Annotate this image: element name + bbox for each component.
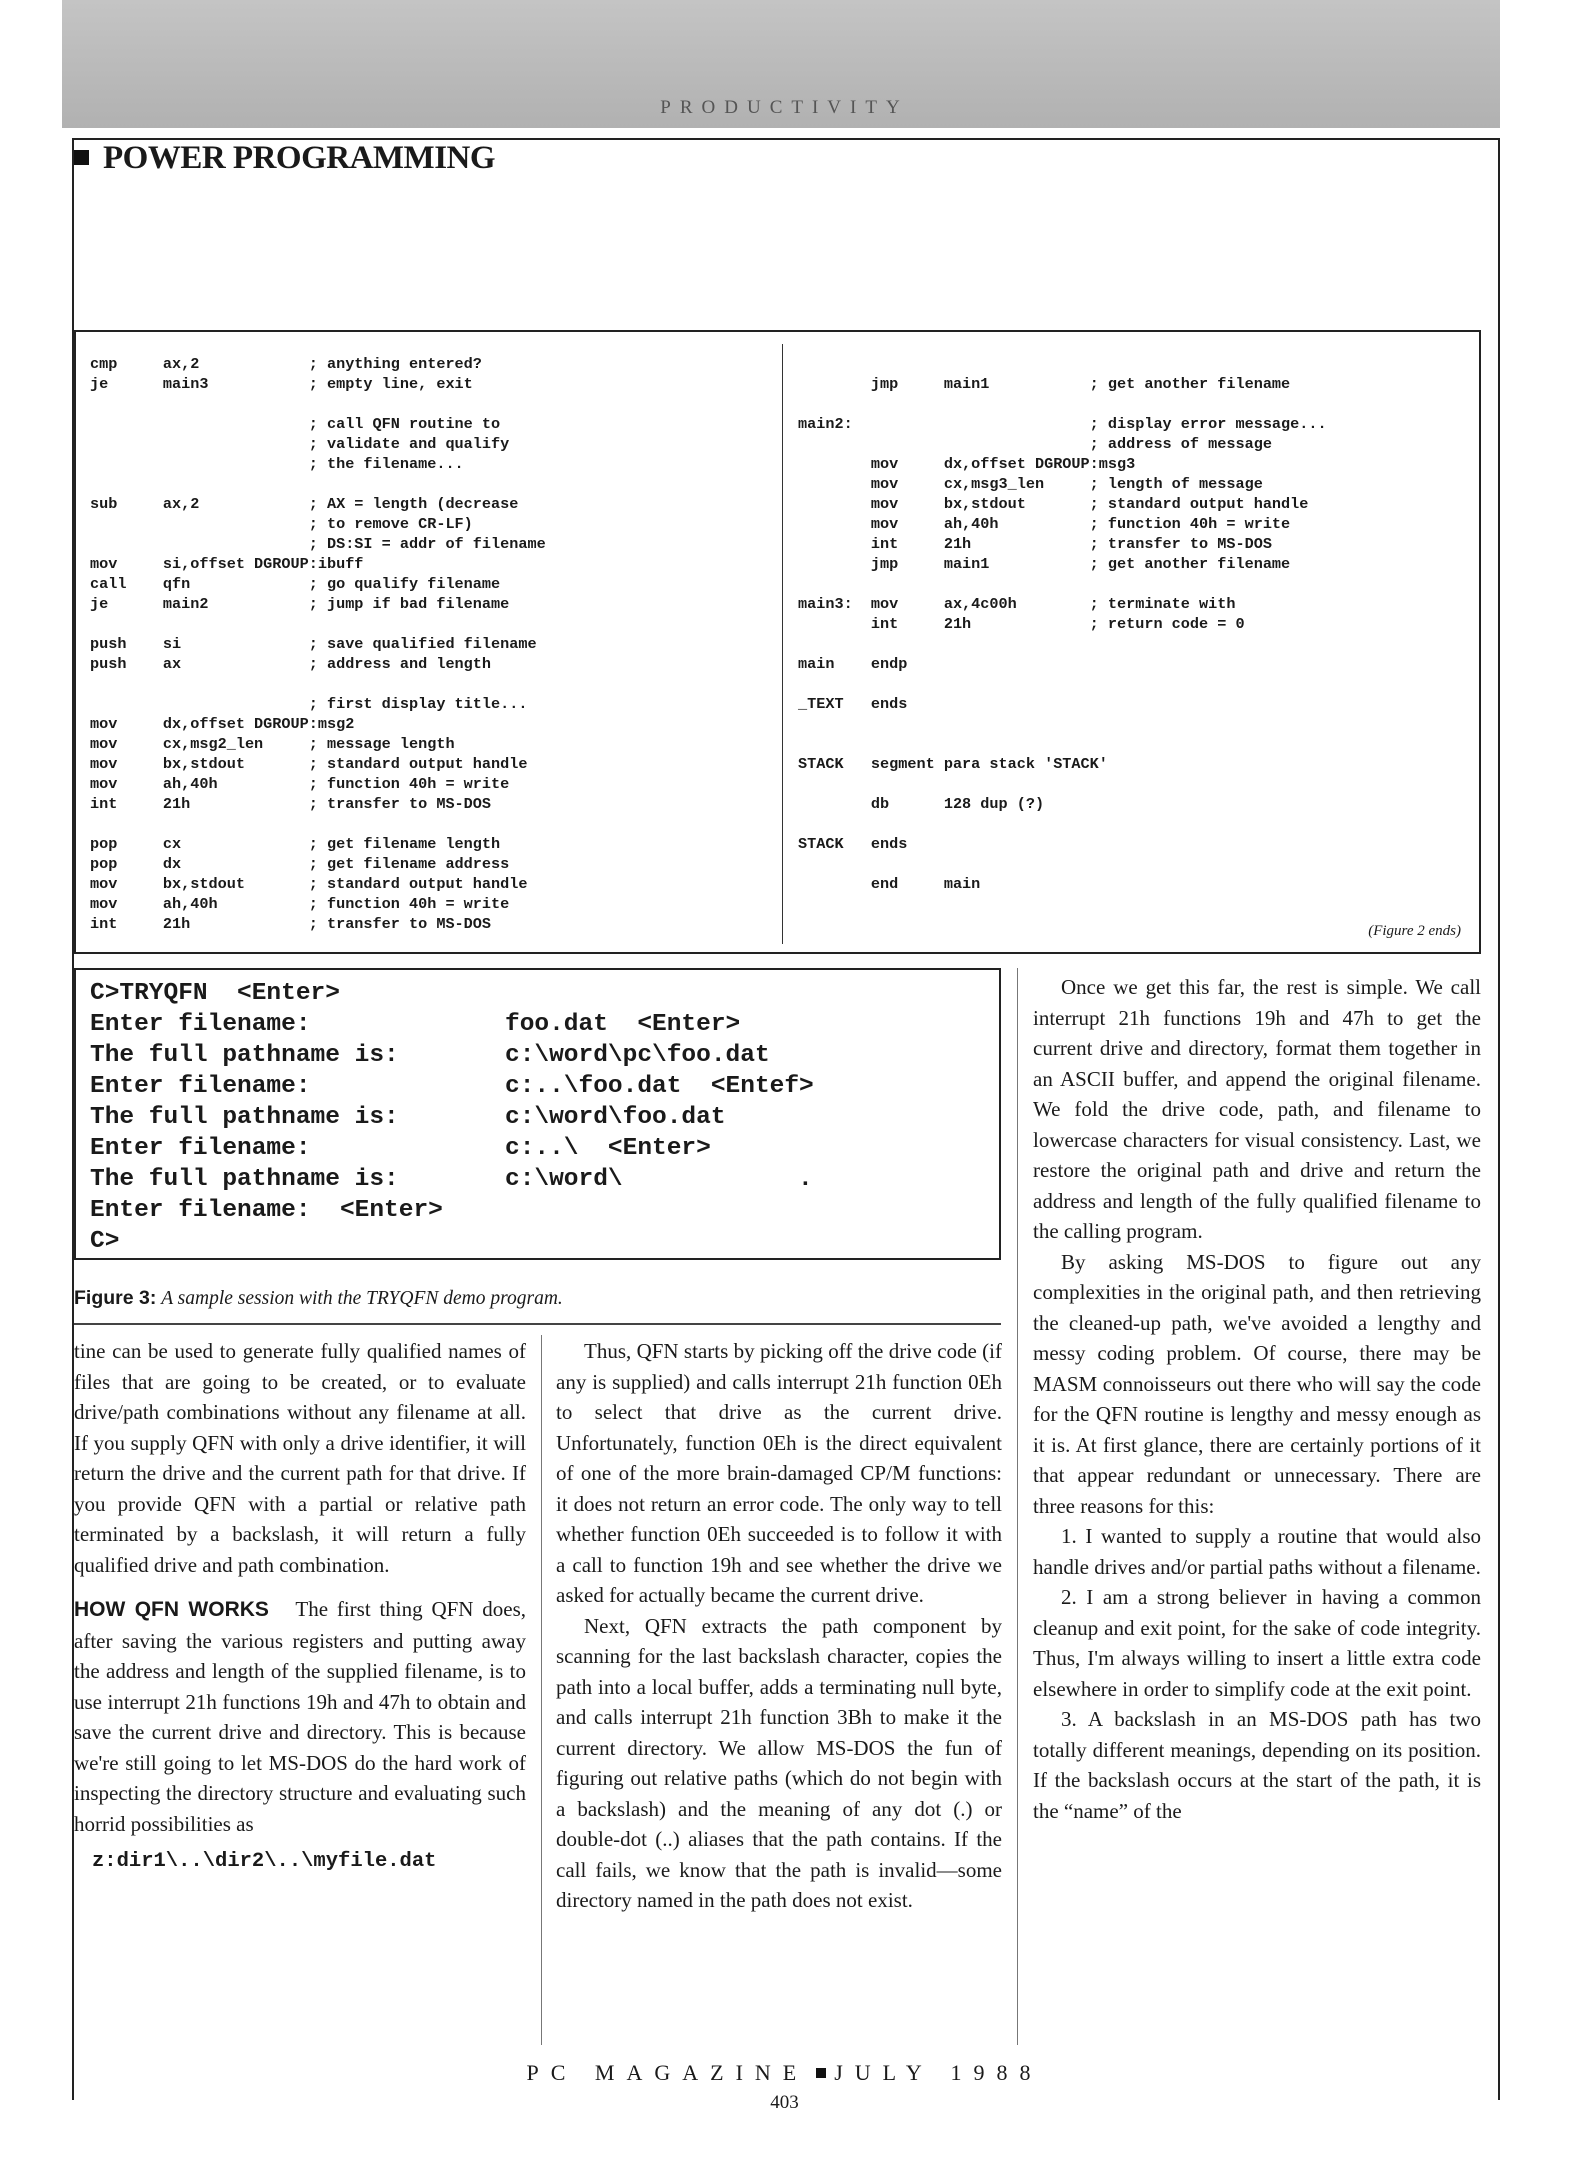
code-line [798, 774, 1327, 794]
list-item: 3. A backslash in an MS-DOS path has two totally different meanings, depending on its position. If the backslash occurs at the start of the path, it is the “name” of the [1033, 1707, 1481, 1823]
session-response: c:..\foo.dat <Entef> [505, 1073, 814, 1100]
code-line: jmp main1 ; get another filename [798, 555, 1291, 573]
code-line: cmp ax,2 ; anything entered? [90, 355, 482, 373]
code-line: mov bx,stdout ; standard output handle [798, 495, 1309, 513]
section-title-text: POWER PROGRAMMING [103, 140, 496, 176]
text-column-2 [556, 1336, 1002, 1916]
caption-label: Figure 3: [74, 1287, 157, 1309]
code-line: mov bx,stdout ; standard output handle [90, 755, 528, 773]
paragraph: Once we get this far, the rest is simple. We call interrupt 21h functions 19h and 47h to get the current drive and directory, format them together in an ASCII buffer, and append the original filename. We fold the drive code, path, and filename to lowercase characters for visual consistency. Last, we restore the original path and drive and return the address and length of the fully qualified filename to the calling program. [1033, 975, 1481, 1243]
caption-rule [74, 1323, 1001, 1325]
session-prompt: Enter filename: [90, 1011, 311, 1038]
code-line: mov ah,40h ; function 40h = write [798, 515, 1291, 533]
code-line: mov dx,offset DGROUP:msg2 [90, 715, 355, 733]
code-line [798, 634, 1327, 654]
session-prompt: The full pathname is: [90, 1042, 399, 1069]
code-line: mov cx,msg2_len ; message length [90, 735, 455, 753]
code-line: mov bx,stdout ; standard output handle [90, 875, 528, 893]
code-line: mov si,offset DGROUP:ibuff [90, 555, 364, 573]
session-prompt: Enter filename: [90, 1073, 311, 1100]
code-line [798, 354, 1327, 374]
paragraph: Thus, QFN starts by picking off the drive code (if any is supplied) and calls interrupt 21h function 0Eh to select that drive as the current drive. Unfortunately, function 0Eh is the direct equivalent of one of the more brain-damaged CP/M functions: it does not return an error code. The only way to tell whether function 0Eh succeeded is to follow it with a call to function 19h and see whether the drive we asked for actually became the current drive. [556, 1339, 1002, 1607]
code-line: ; address of message [798, 435, 1272, 453]
code-line: int 21h ; transfer to MS-DOS [90, 795, 492, 813]
inline-code-example: z:dir1\..\dir2\..\myfile.dat [92, 1850, 437, 1873]
text-column-1 [74, 1336, 526, 1878]
code-line [798, 394, 1327, 414]
figure-2-listing [74, 330, 1481, 954]
page-number: 403 [770, 2092, 799, 2113]
code-line: ; call QFN routine to [90, 415, 501, 433]
paragraph: By asking MS-DOS to figure out any complexities in the original path, and then retrieving the cleaned-up path, we've avoided a lengthy and messy coding problem. Of course, there may be MASM connoisseurs out there who will say the code for the QFN routine is lengthy and messy enough as it is. At first glance, there are certainly portions of it that appear redundant or unnecessary. There are three reasons for this: [1033, 1249, 1481, 1518]
code-listing-left [90, 354, 546, 934]
list-item: 2. I am a strong believer in having a common cleanup and exit point, for the sake of code integrity. Thus, I'm always willing to insert a little extra code elsewhere in order to simplify code at the exit point. [1033, 1585, 1481, 1701]
code-line [798, 734, 1327, 754]
listing-divider [782, 344, 783, 944]
code-line: ; first display title... [90, 695, 528, 713]
session-response: c:\word\foo.dat [505, 1104, 726, 1131]
code-line [798, 714, 1327, 734]
code-line [90, 814, 546, 834]
code-line: end main [798, 875, 981, 893]
code-line: mov cx,msg3_len ; length of message [798, 475, 1263, 493]
caption-text: A sample session with the TRYQFN demo program. [161, 1288, 563, 1309]
code-line: _TEXT ends [798, 695, 908, 713]
code-line: int 21h ; return code = 0 [798, 615, 1245, 633]
code-line: main2: ; display error message... [798, 415, 1327, 433]
code-line: pop cx ; get filename length [90, 835, 501, 853]
code-line: push ax ; address and length [90, 655, 492, 673]
code-line: call qfn ; go qualify filename [90, 575, 501, 593]
code-line: ; validate and qualify [90, 435, 510, 453]
code-line: sub ax,2 ; AX = length (decrease [90, 495, 519, 513]
column-rule-1 [541, 1335, 542, 2045]
session-response: c:..\ <Enter> [505, 1135, 711, 1162]
code-line: mov ah,40h ; function 40h = write [90, 895, 510, 913]
session-prompt: The full pathname is: [90, 1104, 399, 1131]
session-response: c:\word\pc\foo.dat [505, 1042, 770, 1069]
code-line: je main2 ; jump if bad filename [90, 595, 510, 613]
text-column-3 [1033, 972, 1481, 1826]
footer-bullet-icon [816, 2068, 826, 2078]
footer-date: JULY 1988 [834, 2060, 1043, 2085]
list-item: 1. I wanted to supply a routine that would also handle drives and/or partial paths without a filename. [1033, 1524, 1481, 1579]
bullet-square-icon [74, 150, 89, 165]
code-line: STACK segment para stack 'STACK' [798, 755, 1108, 773]
figure-2-end-note: (Figure 2 ends) [1368, 923, 1461, 939]
paragraph-text: The first thing QFN does, after saving the various registers and putting away the address and length of the supplied filename, is to use interrupt 21h functions 19h and 47h to obtain and save the current drive and directory. This is because we're still going to let MS-DOS do the hard work of inspecting the directory structure and evaluating such horrid possibilities as [74, 1597, 527, 1836]
session-prompt: Enter filename: [90, 1135, 311, 1162]
code-line: STACK ends [798, 835, 908, 853]
code-line: je main3 ; empty line, exit [90, 375, 473, 393]
code-line: push si ; save qualified filename [90, 635, 537, 653]
code-line [90, 674, 546, 694]
session-response: c:\word\ [505, 1166, 623, 1193]
figure-3-caption [74, 1287, 563, 1310]
session-prompt: C>TRYQFN <Enter> [90, 980, 340, 1007]
code-line [90, 394, 546, 414]
code-listing-right [798, 354, 1327, 894]
figure-3-session [74, 968, 1001, 1260]
subhead-how-qfn-works: HOW QFN WORKS [74, 1598, 269, 1621]
paragraph: tine can be used to generate fully qualified names of files that are going to be created, or to evaluate drive/path combinations without any filename at all. If you supply QFN with only a drive identifier, it will return the drive and the current path for that drive. If you provide QFN with a partial or relative path terminated by a backslash, it will return a fully qualified drive and path combination. [74, 1339, 526, 1577]
code-line: main endp [798, 655, 908, 673]
right-border-rule [1498, 140, 1500, 2100]
code-line: db 128 dup (?) [798, 795, 1045, 813]
code-line: ; to remove CR-LF) [90, 515, 473, 533]
code-line [798, 574, 1327, 594]
code-line: jmp main1 ; get another filename [798, 375, 1291, 393]
code-line: int 21h ; transfer to MS-DOS [90, 915, 492, 933]
session-prompt: The full pathname is: [90, 1166, 399, 1193]
column-rule-2 [1017, 968, 1018, 2045]
code-line [90, 474, 546, 494]
code-line: ; DS:SI = addr of filename [90, 535, 546, 553]
stray-dot: . [798, 1166, 813, 1193]
session-prompt: C> [90, 1228, 120, 1255]
code-line: ; the filename... [90, 455, 464, 473]
code-line: int 21h ; transfer to MS-DOS [798, 535, 1272, 553]
code-line [90, 614, 546, 634]
session-response: foo.dat <Enter> [505, 1011, 741, 1038]
session-prompt: Enter filename: <Enter> [90, 1197, 443, 1224]
code-line: mov ah,40h ; function 40h = write [90, 775, 510, 793]
code-line [798, 854, 1327, 874]
section-title [74, 140, 495, 177]
page-footer [0, 2060, 1569, 2086]
code-line [798, 674, 1327, 694]
code-line [798, 814, 1327, 834]
footer-magazine: PC MAGAZINE [526, 2060, 809, 2085]
code-line: main3: mov ax,4c00h ; terminate with [798, 595, 1236, 613]
code-line: pop dx ; get filename address [90, 855, 510, 873]
section-kicker: PRODUCTIVITY [660, 97, 909, 118]
code-line: mov dx,offset DGROUP:msg3 [798, 455, 1136, 473]
paragraph [74, 1594, 526, 1839]
paragraph: Next, QFN extracts the path component by scanning for the last backslash character, copies the path into a local buffer, adds a terminating null byte, and calls interrupt 21h function 3Bh to make it the current directory. We allow MS-DOS the fun of figuring out relative paths (which do not begin with a backslash) and the meaning of any dot (.) or double-dot (..) aliases that the path contains. If the call fails, we know that the path is invalid—some directory named in the path does not exist. [556, 1613, 1002, 1912]
